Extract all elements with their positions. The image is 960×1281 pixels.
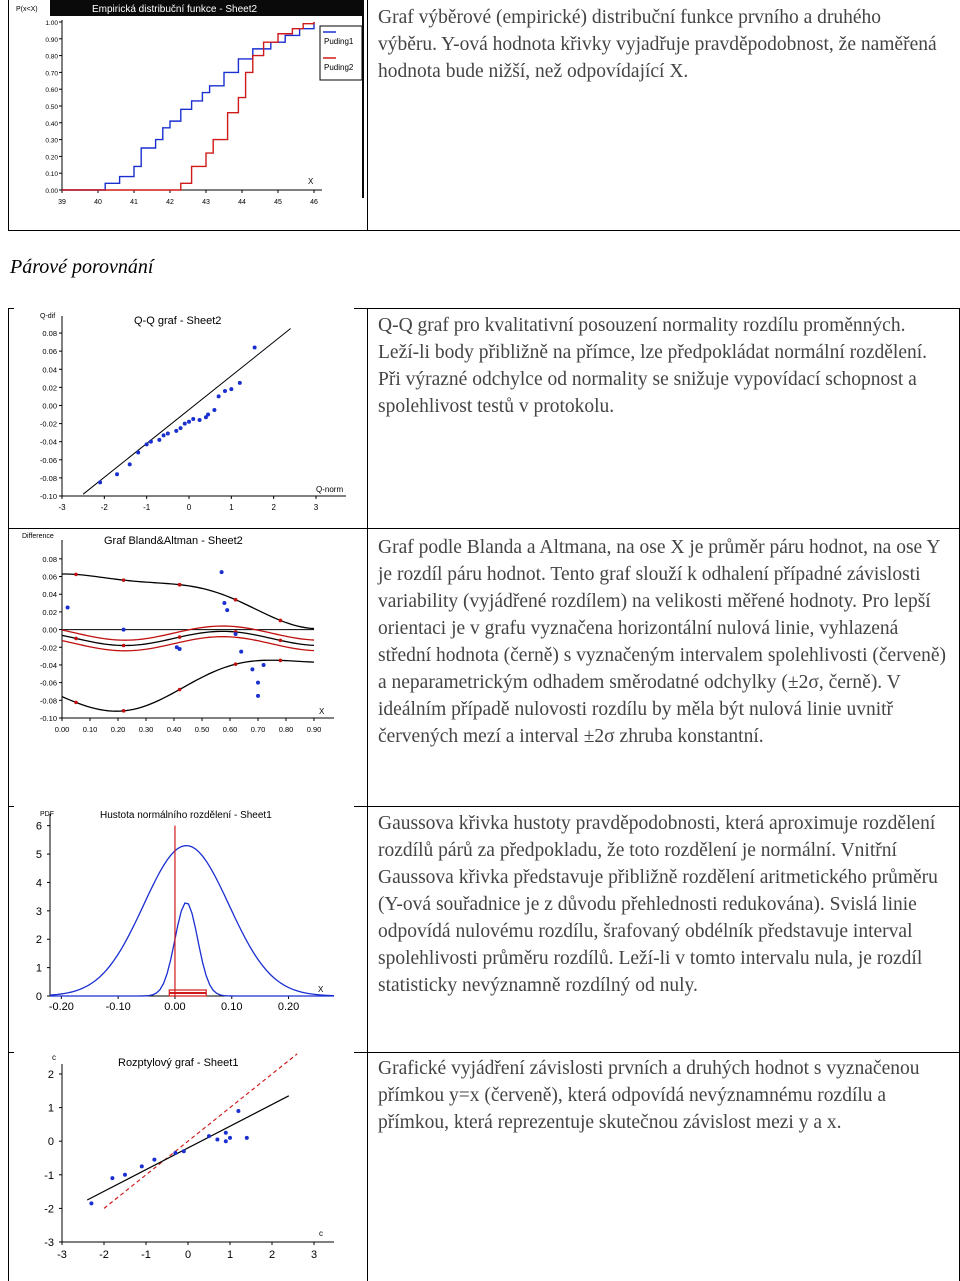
y-tick-label: 6	[35, 820, 42, 833]
data-point	[207, 1134, 211, 1138]
x-tick-label: 1	[226, 1249, 234, 1261]
data-point	[145, 442, 149, 446]
data-point	[178, 647, 182, 651]
data-point	[122, 628, 126, 632]
x-tick-label: -3	[58, 503, 66, 512]
x-tick-label: 0.80	[278, 725, 294, 734]
data-point	[140, 1164, 144, 1168]
data-point	[228, 1136, 232, 1140]
x-tick-label: 0.00	[164, 1001, 186, 1013]
y-axis-label: c	[52, 1053, 56, 1062]
data-point	[212, 408, 216, 412]
y-tick-label: -0.04	[39, 437, 57, 447]
y-tick-label: 0.08	[42, 554, 57, 564]
divider	[8, 230, 960, 231]
data-point	[224, 1131, 228, 1135]
data-point	[253, 346, 257, 350]
plot-area	[14, 530, 354, 740]
curve-marker	[178, 583, 182, 587]
y-tick-label: 5	[35, 849, 42, 862]
x-axis-label: X	[318, 985, 324, 994]
x-tick-label: 3	[313, 503, 319, 512]
chart-title: Hustota normálního rozdělení - Sheet1	[100, 810, 272, 821]
y-tick-label: 0.00	[42, 625, 57, 635]
plot-area	[14, 308, 354, 526]
data-point	[191, 417, 195, 421]
y-tick-label: -0.08	[39, 473, 57, 483]
x-tick-label: 0.10	[82, 725, 98, 734]
y-tick-label: 1.00	[45, 20, 58, 27]
y-axis-label: P(x<X)	[16, 6, 38, 13]
y-tick-label: 0.06	[42, 572, 57, 582]
data-point	[149, 440, 153, 444]
data-point	[123, 1173, 127, 1177]
y-tick-label: 0.00	[42, 401, 57, 411]
data-point	[89, 1201, 93, 1205]
chart-title: Q-Q graf - Sheet2	[134, 315, 222, 327]
y-tick-label: -2	[44, 1203, 54, 1216]
y-tick-label: 4	[35, 877, 42, 890]
x-tick-label: 2	[271, 503, 276, 512]
plot-area	[50, 16, 362, 198]
x-tick-label: 40	[94, 199, 102, 206]
x-tick-label: -3	[57, 1249, 67, 1261]
data-point	[66, 605, 70, 609]
y-tick-label: 0.20	[45, 154, 58, 162]
data-point	[183, 422, 187, 426]
x-tick-label: 0	[186, 503, 192, 512]
y-tick-label: 0.10	[45, 171, 58, 179]
data-point	[179, 426, 183, 430]
scatter-description: Grafické vyjádření závislosti prvních a druhých hodnot s vyznačenou přímkou y=x (červeně), která odpovídá nevýznamnému rozdílu a přímkou, která reprezentuje skutečnou závislost mezi y a x.	[378, 1058, 920, 1133]
x-axis-label: X	[308, 177, 314, 186]
y-tick-label: 1	[35, 962, 42, 975]
divider	[8, 308, 9, 1281]
y-tick-label: 1	[47, 1102, 54, 1115]
y-tick-label: 0.04	[42, 590, 57, 600]
y-tick-label: -0.02	[39, 643, 57, 653]
x-tick-label: 1	[229, 503, 234, 512]
x-tick-label: 0.70	[250, 725, 266, 734]
qq-chart	[14, 308, 354, 526]
y-tick-label: -0.10	[39, 492, 57, 501]
data-point	[110, 1176, 114, 1180]
y-tick-label: 2	[35, 934, 42, 947]
divider	[367, 0, 368, 230]
data-point	[174, 429, 178, 433]
data-point	[152, 1158, 156, 1162]
x-tick-label: 0.90	[306, 725, 322, 734]
curve-marker	[122, 578, 126, 582]
y-tick-label: 0.06	[42, 347, 57, 357]
x-tick-label: -2	[99, 1249, 109, 1261]
y-tick-label: -3	[44, 1237, 54, 1249]
y-tick-label: 0.50	[45, 104, 58, 111]
y-tick-label: 0.60	[45, 87, 58, 95]
chart-title: Graf Bland&Altman - Sheet2	[104, 535, 243, 547]
plot-area	[14, 1052, 354, 1281]
x-tick-label: -1	[141, 1249, 151, 1261]
y-tick-label: -0.08	[39, 696, 57, 706]
x-tick-label: 0.40	[166, 725, 182, 734]
y-tick-label: 0.30	[45, 137, 58, 145]
x-tick-label: 0.20	[277, 1001, 300, 1013]
chart-title: Rozptylový graf - Sheet1	[118, 1057, 239, 1069]
curve-marker	[74, 573, 78, 577]
legend-entry: Puding2	[324, 63, 354, 72]
data-point	[128, 462, 132, 466]
data-point	[256, 694, 260, 698]
curve-marker	[74, 637, 78, 641]
x-tick-label: 0.60	[222, 725, 238, 734]
data-point	[166, 432, 170, 436]
qq-description: Q-Q graf pro kvalitativní posouzení normality rozdílu proměnných. Leží-li body přibližně na přímce, lze předpokládat normální rozdělení. Při výrazné odchylce od normality se snižuje vypovídací schopnost a spolehlivost testů v protokolu.	[378, 315, 928, 417]
y-axis-label: Q-dif	[40, 313, 56, 320]
y-tick-label: -0.06	[39, 455, 57, 465]
data-point	[206, 413, 210, 417]
y-tick-label: -1	[44, 1169, 54, 1182]
y-tick-label: 3	[35, 905, 42, 918]
data-point	[224, 1139, 228, 1143]
curve-marker	[279, 659, 283, 663]
x-tick-label: 0.10	[221, 1001, 243, 1013]
y-tick-label: 0.08	[42, 329, 57, 339]
y-tick-label: -0.10	[39, 714, 57, 723]
curve-marker	[178, 635, 182, 639]
x-tick-label: -0.10	[105, 1001, 131, 1013]
ba-description: Graf podle Blanda a Altmana, na ose X je průměr páru hodnot, na ose Y je rozdíl páru hodnot. Tento graf slouží k odhalení případné závislosti variability (vyjádřené rozdílem) na velikosti měřené hodnoty. Pro lepší orientaci je v grafu vyznačena horizontální nulová linie, vyhlazená střední hodnota (černě) s vyznačeným intervalem spolehlivosti (červeně) a neparametrickým odhadem směrodatné odchylky (±2σ, černě). V ideálním případě nulovosti rozdílu by měla být nulová linie uvnitř červených mezí a interval ±2σ zhruba konstantní.	[378, 537, 946, 747]
x-tick-label: 3	[310, 1249, 318, 1261]
y-tick-label: -0.02	[39, 419, 57, 429]
y-tick-label: 0.00	[45, 188, 58, 195]
x-axis-label: X	[319, 707, 325, 716]
curve-marker	[122, 644, 126, 648]
data-point	[217, 394, 221, 398]
data-point	[187, 420, 191, 424]
y-axis-label: PDF	[40, 811, 54, 818]
data-point	[250, 667, 254, 671]
data-point	[173, 1151, 177, 1155]
data-point	[239, 650, 243, 654]
data-point	[262, 663, 266, 667]
y-tick-label: 0	[35, 991, 42, 1003]
x-tick-label: 0.00	[54, 725, 70, 734]
chart-title: Empirická distribuční funkce - Sheet2	[92, 4, 258, 15]
x-tick-label: 0.20	[110, 725, 126, 734]
data-point	[98, 480, 102, 484]
y-tick-label: -0.06	[39, 678, 57, 688]
curve-marker	[234, 598, 238, 602]
x-tick-label: 41	[130, 199, 138, 206]
data-point	[229, 387, 233, 391]
x-axis-label: c	[319, 1229, 323, 1238]
data-point	[198, 418, 202, 422]
pdf-chart	[14, 806, 354, 1024]
pdf-description: Gaussova křivka hustoty pravděpodobnosti, která aproximuje rozdělení rozdílů párů za předpokladu, že toto rozdělení je normální. Vnitřní Gaussova křivka představuje přibližně rozdělení aritmetického průměru (Y-ová souřadnice je z důvodu přehlednosti redukována). Svislá linie odpovídá nulovému rozdílu, šrafovaný obdélník představuje interval spolehlivosti průměru rozdílů. Leží-li v tomto intervalu nula, je rozdíl statisticky nevýznamně rozdílný od nuly.	[378, 813, 938, 996]
x-tick-label: 39	[58, 199, 66, 206]
data-point	[215, 1138, 219, 1142]
y-tick-label: 0	[47, 1136, 54, 1149]
plot-area	[14, 806, 354, 1024]
x-tick-label: 0	[184, 1249, 192, 1261]
y-tick-label: 0.02	[42, 383, 57, 393]
curve-marker	[234, 662, 238, 666]
y-tick-label: 0.02	[42, 607, 57, 617]
x-tick-label: 0.30	[138, 725, 154, 734]
data-point	[245, 1136, 249, 1140]
data-point	[238, 381, 242, 385]
x-tick-label: 46	[310, 199, 318, 206]
x-tick-label: 42	[166, 199, 174, 206]
data-point	[182, 1149, 186, 1153]
data-point	[136, 451, 140, 455]
curve-marker	[122, 709, 126, 713]
data-point	[162, 433, 166, 437]
y-tick-label: 0.80	[45, 53, 58, 61]
y-tick-label: 0.90	[45, 36, 58, 44]
x-tick-label: 0.50	[194, 725, 210, 734]
data-point	[236, 1109, 240, 1113]
curve-marker	[279, 639, 283, 643]
data-point	[222, 601, 226, 605]
section-heading: Párové porovnání	[10, 256, 154, 278]
data-point	[115, 472, 119, 476]
x-axis-label: Q-norm	[316, 485, 344, 494]
data-point	[220, 570, 224, 574]
curve-marker	[178, 688, 182, 692]
divider	[367, 308, 368, 1281]
x-tick-label: 43	[202, 199, 210, 206]
bland-altman-chart	[14, 530, 354, 740]
ecdf-chart	[14, 0, 364, 215]
y-tick-label: -0.04	[39, 660, 57, 670]
x-tick-label: 2	[268, 1249, 276, 1261]
x-tick-label: -2	[100, 503, 108, 512]
x-tick-label: 45	[274, 199, 282, 206]
divider	[8, 0, 9, 230]
data-point	[223, 389, 227, 393]
x-tick-label: 44	[238, 199, 246, 206]
divider	[8, 528, 960, 529]
data-point	[234, 632, 238, 636]
y-tick-label: 0.70	[45, 70, 58, 78]
y-tick-label: 0.04	[42, 365, 57, 375]
data-point	[256, 681, 260, 685]
curve-marker	[279, 619, 283, 623]
scatter-chart	[14, 1052, 354, 1281]
ecdf-description: Graf výběrové (empirické) distribuční funkce prvního a druhého výběru. Y-ová hodnota křivky vyjadřuje pravděpodobnost, že naměřená hodnota bude nižší, než odpovídající X.	[378, 7, 937, 82]
y-tick-label: 0.40	[45, 120, 58, 128]
x-tick-label: -1	[143, 503, 151, 512]
y-tick-label: 2	[47, 1069, 54, 1081]
y-axis-label: Difference	[22, 533, 54, 540]
curve-marker	[74, 701, 78, 705]
x-tick-label: -0.20	[48, 1001, 74, 1013]
legend-entry: Puding1	[324, 37, 354, 46]
data-point	[157, 438, 161, 442]
data-point	[225, 608, 229, 612]
